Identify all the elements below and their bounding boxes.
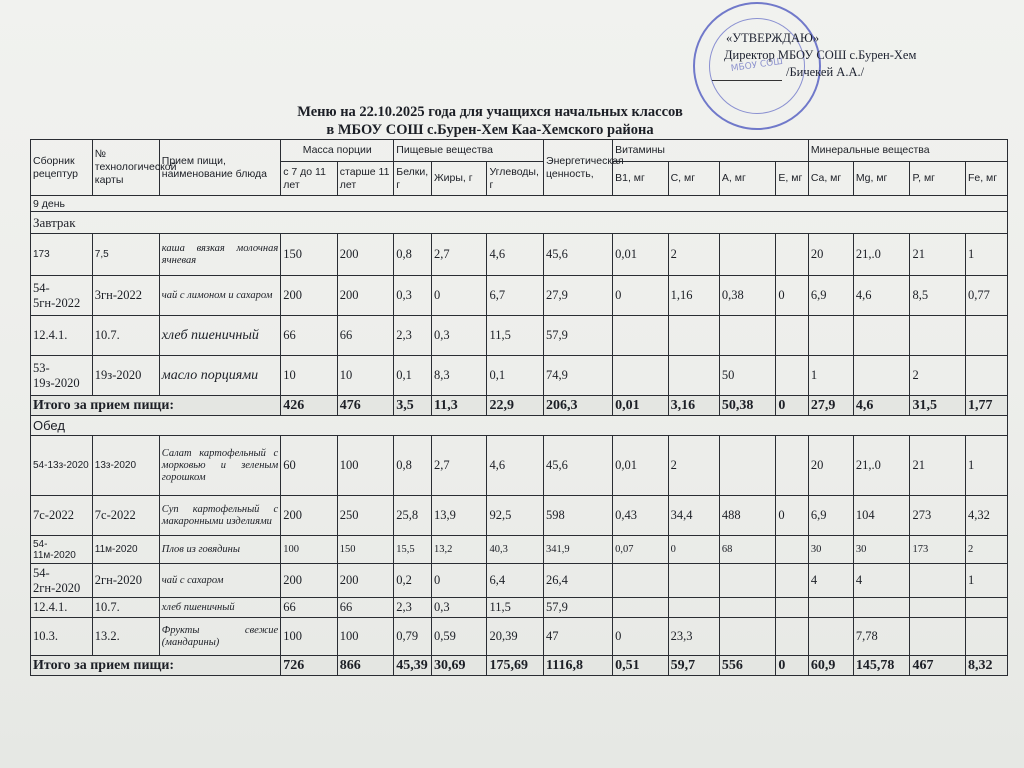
table-cell: 598 <box>544 496 613 536</box>
table-cell: 488 <box>719 496 776 536</box>
header-minerals: Минеральные вещества <box>808 140 1007 162</box>
header-mass-older: старше 11 лет <box>337 162 394 196</box>
table-cell: 0,8 <box>394 234 432 276</box>
table-cell: 1,16 <box>668 276 719 316</box>
table-cell: 1 <box>808 356 853 396</box>
table-cell: 11,5 <box>487 598 544 618</box>
table-cell: 0,01 <box>613 234 668 276</box>
section-row-breakfast <box>31 212 1008 234</box>
table-cell: 66 <box>281 598 338 618</box>
total-value: 30,69 <box>431 656 486 676</box>
table-cell: 100 <box>337 618 394 656</box>
table-cell <box>853 316 910 356</box>
table-cell <box>719 436 776 496</box>
total-label: Итого за прием пищи: <box>31 656 281 676</box>
table-cell: 1 <box>965 234 1007 276</box>
table-cell <box>965 598 1007 618</box>
table-cell: 200 <box>281 276 338 316</box>
table-cell: 2 <box>910 356 965 396</box>
table-cell: 341,9 <box>544 536 613 564</box>
table-cell: 273 <box>910 496 965 536</box>
header-energy: Энергетическая ценность, <box>544 140 613 196</box>
table-row <box>31 564 1008 598</box>
table-row <box>31 598 1008 618</box>
table-cell: 0 <box>776 276 808 316</box>
total-value: 476 <box>337 396 394 416</box>
total-value: 556 <box>719 656 776 676</box>
table-cell: 13.2. <box>92 618 159 656</box>
table-row <box>31 234 1008 276</box>
table-cell: 57,9 <box>544 316 613 356</box>
table-row <box>31 618 1008 656</box>
table-cell <box>910 598 965 618</box>
table-cell <box>668 356 719 396</box>
table-cell: 6,9 <box>808 496 853 536</box>
table-cell: 30 <box>853 536 910 564</box>
table-cell <box>668 564 719 598</box>
total-value: 8,32 <box>965 656 1007 676</box>
table-cell: 47 <box>544 618 613 656</box>
table-cell: 0,59 <box>431 618 486 656</box>
table-cell: 0,8 <box>394 436 432 496</box>
header-fat: Жиры, г <box>431 162 486 196</box>
total-value: 175,69 <box>487 656 544 676</box>
header-e: E, мг <box>776 162 808 196</box>
dish-name: Фрукты свежие (мандарины) <box>159 618 280 656</box>
dish-name: чай с лимоном и сахаром <box>159 276 280 316</box>
table-cell: 173 <box>910 536 965 564</box>
table-cell <box>613 356 668 396</box>
day-row <box>31 196 1008 212</box>
table-cell: 19з-2020 <box>92 356 159 396</box>
table-cell: 11,5 <box>487 316 544 356</box>
dish-name: хлеб пшеничный <box>159 316 280 356</box>
table-cell: 0,3 <box>431 598 486 618</box>
dish-name: чай с сахаром <box>159 564 280 598</box>
table-cell: 2,7 <box>431 234 486 276</box>
table-cell: 60 <box>281 436 338 496</box>
table-cell: 45,6 <box>544 436 613 496</box>
table-cell: 100 <box>281 536 338 564</box>
table-cell: 0,3 <box>431 316 486 356</box>
total-value: 45,39 <box>394 656 432 676</box>
table-cell: 68 <box>719 536 776 564</box>
table-cell: 74,9 <box>544 356 613 396</box>
table-cell <box>910 618 965 656</box>
total-value: 726 <box>281 656 338 676</box>
table-cell: 2,7 <box>431 436 486 496</box>
table-cell: 54-5гн-2022 <box>31 276 93 316</box>
table-cell <box>776 536 808 564</box>
approval-signature <box>712 64 1012 81</box>
header-nutrients: Пищевые вещества <box>394 140 544 162</box>
table-cell: 150 <box>281 234 338 276</box>
table-cell: 2,3 <box>394 598 432 618</box>
total-value: 1,77 <box>965 396 1007 416</box>
header-tech-card: № технологической карты <box>92 140 159 196</box>
header-mass-7-11: с 7 до 11 лет <box>281 162 338 196</box>
table-cell: 21 <box>910 234 965 276</box>
table-cell: 92,5 <box>487 496 544 536</box>
table-cell <box>668 316 719 356</box>
table-cell: 20,39 <box>487 618 544 656</box>
table-cell: 10.7. <box>92 316 159 356</box>
table-cell: 4,6 <box>487 436 544 496</box>
table-cell: 250 <box>337 496 394 536</box>
table-row <box>31 276 1008 316</box>
table-cell: 0,43 <box>613 496 668 536</box>
table-cell: 200 <box>337 564 394 598</box>
header-p: P, мг <box>910 162 965 196</box>
header-vitamins: Витамины <box>613 140 809 162</box>
header-mass: Масса порции <box>281 140 394 162</box>
table-cell <box>776 598 808 618</box>
table-cell: 0,1 <box>394 356 432 396</box>
total-value: 866 <box>337 656 394 676</box>
total-value: 3,5 <box>394 396 432 416</box>
header-b1: B1, мг <box>613 162 668 196</box>
section-label-lunch: Обед <box>31 416 1008 436</box>
table-cell: 4 <box>853 564 910 598</box>
dish-name: каша вязкая молочная ячневая <box>159 234 280 276</box>
header-dish: Прием пищи, наименование блюда <box>159 140 280 196</box>
table-cell: 40,3 <box>487 536 544 564</box>
table-cell <box>613 598 668 618</box>
table-cell <box>965 356 1007 396</box>
table-cell <box>719 316 776 356</box>
table-cell: 2 <box>668 436 719 496</box>
table-cell: 0,07 <box>613 536 668 564</box>
table-cell: 0,1 <box>487 356 544 396</box>
table-cell <box>719 618 776 656</box>
table-cell: 8,3 <box>431 356 486 396</box>
total-value: 60,9 <box>808 656 853 676</box>
table-cell: 66 <box>337 598 394 618</box>
table-cell: 23,3 <box>668 618 719 656</box>
approval-heading: «УТВЕРЖДАЮ» <box>726 31 820 45</box>
table-cell: 200 <box>337 276 394 316</box>
table-cell: 7с-2022 <box>31 496 93 536</box>
official-stamp: МБОУ СОШ <box>693 2 821 130</box>
table-cell: 2 <box>965 536 1007 564</box>
table-cell: 0 <box>431 276 486 316</box>
table-cell: 2,3 <box>394 316 432 356</box>
table-cell: 2гн-2020 <box>92 564 159 598</box>
table-cell: 54-2гн-2020 <box>31 564 93 598</box>
table-cell: 54-13з-2020 <box>31 436 93 496</box>
table-cell <box>808 618 853 656</box>
header-protein: Белки, г <box>394 162 432 196</box>
dish-name: Салат картофельный с морковью и зеленым горошком <box>159 436 280 496</box>
table-cell: 12.4.1. <box>31 598 93 618</box>
table-cell: 13,9 <box>431 496 486 536</box>
approval-block <box>712 30 1012 81</box>
table-cell: 6,7 <box>487 276 544 316</box>
table-cell: 45,6 <box>544 234 613 276</box>
table-cell: 6,9 <box>808 276 853 316</box>
table-cell: 104 <box>853 496 910 536</box>
table-cell: 10.3. <box>31 618 93 656</box>
table-cell: 0,2 <box>394 564 432 598</box>
table-cell <box>776 618 808 656</box>
table-cell: 6,4 <box>487 564 544 598</box>
table-cell <box>719 598 776 618</box>
table-cell: 57,9 <box>544 598 613 618</box>
approval-position: Директор МБОУ СОШ с.Бурен-Хем <box>724 48 917 62</box>
table-cell <box>613 564 668 598</box>
header-carbs: Углеводы, г <box>487 162 544 196</box>
header-collection: Сборник рецептур <box>31 140 93 196</box>
table-cell: 15,5 <box>394 536 432 564</box>
table-row <box>31 436 1008 496</box>
total-value: 1116,8 <box>544 656 613 676</box>
table-cell: 4 <box>808 564 853 598</box>
table-cell <box>910 564 965 598</box>
total-value: 3,16 <box>668 396 719 416</box>
table-cell <box>776 356 808 396</box>
total-value: 59,7 <box>668 656 719 676</box>
approval-name: /Бичекей А.А./ <box>786 65 865 79</box>
table-cell: 0,79 <box>394 618 432 656</box>
table-cell: 26,4 <box>544 564 613 598</box>
table-cell: 3гн-2022 <box>92 276 159 316</box>
table-cell: 7с-2022 <box>92 496 159 536</box>
header-mg: Mg, мг <box>853 162 910 196</box>
total-value: 11,3 <box>431 396 486 416</box>
table-cell: 50 <box>719 356 776 396</box>
table-cell: 100 <box>337 436 394 496</box>
total-value: 467 <box>910 656 965 676</box>
table-cell: 13з-2020 <box>92 436 159 496</box>
table-cell: 1 <box>965 564 1007 598</box>
menu-title-line2: в МБОУ СОШ с.Бурен-Хем Каа-Хемского района <box>326 122 654 138</box>
table-cell <box>719 234 776 276</box>
table-cell <box>776 316 808 356</box>
total-value: 0 <box>776 656 808 676</box>
table-cell: 30 <box>808 536 853 564</box>
header-fe: Fe, мг <box>965 162 1007 196</box>
table-cell: 1 <box>965 436 1007 496</box>
table-cell: 0 <box>431 564 486 598</box>
total-row-lunch <box>31 656 1008 676</box>
dish-name: Плов из говядины <box>159 536 280 564</box>
dish-name: масло порциями <box>159 356 280 396</box>
table-cell <box>719 564 776 598</box>
total-value: 0,01 <box>613 396 668 416</box>
dish-name: Суп картофельный с макаронными изделиями <box>159 496 280 536</box>
table-cell <box>853 598 910 618</box>
table-cell: 13,2 <box>431 536 486 564</box>
table-cell: 25,8 <box>394 496 432 536</box>
total-value: 50,38 <box>719 396 776 416</box>
table-cell: 54-11м-2020 <box>31 536 93 564</box>
table-cell: 4,6 <box>853 276 910 316</box>
table-cell <box>910 316 965 356</box>
table-cell <box>965 618 1007 656</box>
table-cell: 200 <box>281 564 338 598</box>
table-cell: 150 <box>337 536 394 564</box>
table-cell: 66 <box>281 316 338 356</box>
header-a: A, мг <box>719 162 776 196</box>
table-row <box>31 316 1008 356</box>
header-c: C, мг <box>668 162 719 196</box>
total-value: 22,9 <box>487 396 544 416</box>
table-cell: 34,4 <box>668 496 719 536</box>
day-label: 9 день <box>31 196 1008 212</box>
table-cell: 10.7. <box>92 598 159 618</box>
table-cell: 66 <box>337 316 394 356</box>
table-cell: 0 <box>613 618 668 656</box>
signature-line <box>712 80 782 81</box>
total-value: 206,3 <box>544 396 613 416</box>
table-cell: 11м-2020 <box>92 536 159 564</box>
menu-title <box>220 103 760 139</box>
total-value: 31,5 <box>910 396 965 416</box>
dish-name: хлеб пшеничный <box>159 598 280 618</box>
table-cell: 21 <box>910 436 965 496</box>
total-value: 145,78 <box>853 656 910 676</box>
table-row <box>31 536 1008 564</box>
table-cell: 0,38 <box>719 276 776 316</box>
table-cell: 100 <box>281 618 338 656</box>
table-cell: 21,.0 <box>853 234 910 276</box>
total-label: Итого за прием пищи: <box>31 396 281 416</box>
table-cell: 20 <box>808 436 853 496</box>
table-cell: 8,5 <box>910 276 965 316</box>
table-cell: 10 <box>281 356 338 396</box>
table-cell <box>613 316 668 356</box>
table-cell: 12.4.1. <box>31 316 93 356</box>
table-cell <box>776 564 808 598</box>
table-cell <box>965 316 1007 356</box>
table-cell <box>808 598 853 618</box>
section-label-breakfast: Завтрак <box>31 212 1008 234</box>
table-cell: 20 <box>808 234 853 276</box>
table-cell: 4,6 <box>487 234 544 276</box>
table-cell: 7,78 <box>853 618 910 656</box>
table-cell: 0 <box>776 496 808 536</box>
table-cell: 4,32 <box>965 496 1007 536</box>
table-cell <box>776 234 808 276</box>
table-cell: 200 <box>281 496 338 536</box>
table-cell: 0,77 <box>965 276 1007 316</box>
total-value: 4,6 <box>853 396 910 416</box>
total-row-breakfast <box>31 396 1008 416</box>
section-row-lunch <box>31 416 1008 436</box>
table-cell: 7,5 <box>92 234 159 276</box>
table-cell: 2 <box>668 234 719 276</box>
table-row <box>31 356 1008 396</box>
table-cell: 0 <box>613 276 668 316</box>
table-cell: 27,9 <box>544 276 613 316</box>
table-cell <box>808 316 853 356</box>
table-cell <box>776 436 808 496</box>
table-cell: 53-19з-2020 <box>31 356 93 396</box>
menu-table <box>30 139 1008 676</box>
table-row <box>31 496 1008 536</box>
table-cell <box>668 598 719 618</box>
table-cell: 21,.0 <box>853 436 910 496</box>
table-cell: 200 <box>337 234 394 276</box>
header-ca: Ca, мг <box>808 162 853 196</box>
table-cell: 10 <box>337 356 394 396</box>
table-cell <box>853 356 910 396</box>
total-value: 0 <box>776 396 808 416</box>
total-value: 426 <box>281 396 338 416</box>
table-cell: 0,3 <box>394 276 432 316</box>
total-value: 27,9 <box>808 396 853 416</box>
table-cell: 173 <box>31 234 93 276</box>
menu-title-line1: Меню на 22.10.2025 года для учащихся начальных классов <box>297 104 683 120</box>
table-cell: 0,01 <box>613 436 668 496</box>
table-cell: 0 <box>668 536 719 564</box>
total-value: 0,51 <box>613 656 668 676</box>
